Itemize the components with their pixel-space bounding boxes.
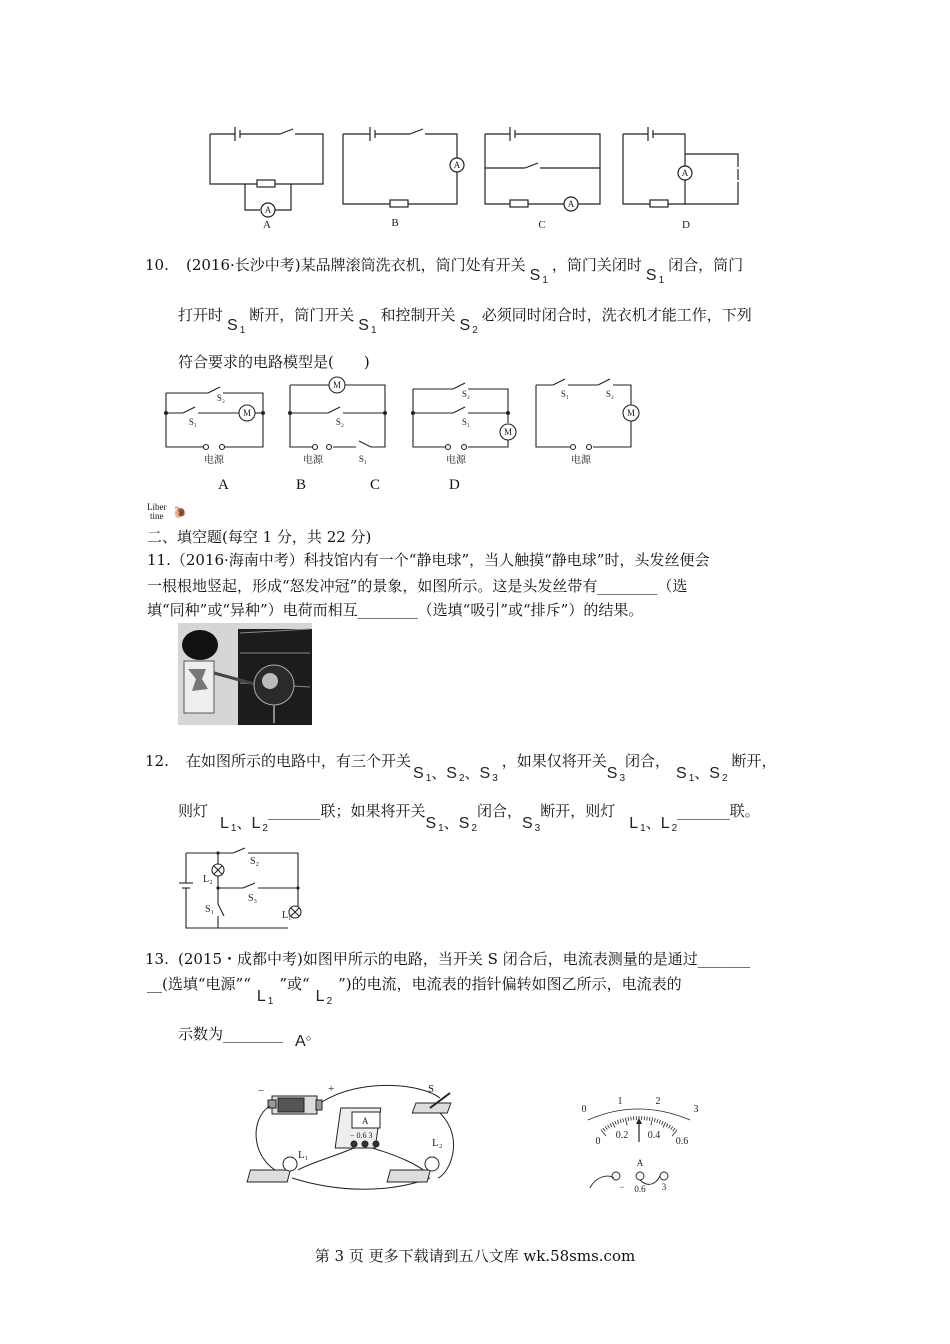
- q13-line1: (2015・成都中考)如图甲所示的电路，当开关 S 闭合后，电流表测量的是通过_______: [178, 950, 751, 968]
- circuit-a: [210, 127, 323, 217]
- symbol-l1: L $_1$: [220, 815, 237, 834]
- dial-tick: [631, 1117, 632, 1121]
- q13-line3: 示数为________ A。: [178, 1025, 321, 1050]
- q13-fig-l1: L₁: [298, 1149, 309, 1161]
- dial-tick: [657, 1119, 658, 1123]
- dial-tick: [662, 1121, 664, 1125]
- symbol-s1: S $_1$: [227, 317, 246, 336]
- dial-tick: [651, 1118, 653, 1126]
- top-circuits-figure: [205, 122, 765, 232]
- symbol-s2: S $_2$: [446, 765, 465, 784]
- q13-number: 13.: [145, 950, 169, 968]
- motor-a: M: [242, 408, 252, 418]
- q11-line1: 11.（2016·海南中考）科技馆内有一个“静电球”，当人触摸“静电球”时，头发丝便会: [147, 551, 710, 569]
- symbol-l2: L $_2$: [315, 988, 333, 1007]
- q10-circuits-figure: [163, 375, 643, 470]
- symbol-l1: L $_1$: [629, 815, 646, 834]
- q12-circuit-figure: [178, 848, 303, 933]
- q12-fig-s2: S₂: [250, 856, 260, 867]
- dial-tick: [663, 1122, 666, 1127]
- circuit-d: [623, 127, 738, 207]
- q10-circuit-a: [166, 387, 263, 450]
- dial-tick: [623, 1118, 624, 1122]
- dial-tick: [666, 1124, 668, 1128]
- q10-circuit-d: [536, 379, 639, 450]
- dial-term-3: 3: [661, 1182, 667, 1192]
- label-d: D: [682, 219, 690, 231]
- q10-choice-a: A: [218, 477, 229, 493]
- q10-choice-b: B: [296, 477, 307, 493]
- d-s1: S₁: [560, 389, 570, 399]
- dial-bottom-0: 0: [595, 1136, 601, 1147]
- libertine-logo: Liber tine 🐌: [147, 502, 187, 521]
- motor-b: M: [332, 380, 342, 390]
- symbol-s1: S $_1$: [358, 317, 377, 336]
- symbol-l2: L $_2$: [660, 815, 678, 834]
- dial-tick: [654, 1118, 655, 1122]
- dial-tick: [620, 1119, 621, 1123]
- symbol-s1: S $_1$: [529, 267, 548, 286]
- q10-number: 10.: [145, 256, 169, 274]
- symbol-l1: L $_1$: [256, 988, 274, 1007]
- q13-circuit-photo: [250, 1078, 465, 1198]
- q12-fig-l1: L₁: [282, 910, 292, 921]
- symbol-l2: L $_2$: [251, 815, 268, 834]
- motor-d: M: [626, 408, 636, 418]
- symbol-s1: S $_1$: [413, 765, 432, 784]
- ammeter-c-symbol: A: [567, 199, 575, 209]
- ammeter-b-symbol: A: [453, 160, 461, 170]
- q11-line3: 填“同种”或“异种”）电荷而相互________（选填“吸引”或“排斥”）的结果。: [147, 601, 644, 619]
- dial-bottom-06: 0.6: [675, 1136, 689, 1147]
- dial-top-3: 3: [693, 1104, 699, 1115]
- ammeter-d-symbol: A: [681, 168, 689, 178]
- dial-tick: [647, 1117, 648, 1121]
- q10-line3: 符合要求的电路模型是( ): [178, 353, 370, 371]
- q13-fig-l2: L₂: [432, 1137, 443, 1149]
- dial-tick: [615, 1121, 617, 1125]
- dial-top-2: 2: [655, 1096, 661, 1107]
- d-power: 电源: [571, 455, 591, 466]
- q12-fig-l2: L₂: [203, 874, 213, 885]
- a-s1: S₁: [188, 417, 198, 427]
- q12-line1: 在如图所示的电路中，有三个开关S $_1$、S $_2$、S $_3$，如果仅将开关S $_3$闭合，S $_1$、S $_2$断开，: [186, 752, 777, 784]
- q10-line2: 打开时S $_1$断开，筒门开关S $_1$和控制开关S $_2$必须同时闭合时，洗衣机才能工作，下列: [178, 306, 752, 336]
- symbol-s3: S $_3$: [479, 765, 498, 784]
- dial-tick: [628, 1117, 629, 1121]
- ammeter-a-symbol: A: [264, 205, 272, 215]
- q13-fig-a: A: [362, 1116, 369, 1126]
- dial-tick: [617, 1120, 618, 1124]
- unit-ampere: A: [295, 1033, 306, 1050]
- q10-choice-c: C: [370, 477, 381, 493]
- dial-tick: [668, 1125, 670, 1128]
- section2-title: 二、填空题(每空 1 分，共 22 分): [147, 528, 372, 546]
- symbol-s2: S $_2$: [709, 765, 728, 784]
- dial-term-minus: −: [619, 1182, 625, 1192]
- dial-tick: [625, 1118, 627, 1126]
- dial-tick: [610, 1124, 612, 1128]
- dial-tick: [603, 1128, 605, 1131]
- q10-line1: (2016·长沙中考)某品牌滚筒洗衣机，筒门处有开关S $_1$，筒门关闭时S $_1$闭合，筒门: [186, 256, 744, 286]
- dial-terminal-a: A: [636, 1158, 644, 1168]
- q10-choice-d: D: [449, 477, 460, 493]
- symbol-s3: S $_3$: [606, 765, 625, 784]
- label-a: A: [263, 219, 271, 231]
- symbol-s2: S $_2$: [458, 815, 477, 834]
- q12-fig-s1: S₁: [205, 904, 215, 915]
- dial-tick: [605, 1126, 607, 1129]
- b-power: 电源: [303, 455, 323, 466]
- dial-tick: [671, 1126, 673, 1129]
- a-s2: S₂: [216, 393, 226, 403]
- q13-ammeter-dial: [578, 1096, 708, 1196]
- dial-tick: [649, 1117, 650, 1121]
- dial-term-06: 0.6: [634, 1184, 646, 1194]
- q12-line2: 则灯L $_1$、L $_2$_______联；如果将开关S $_1$、S $_2$闭合，S $_3$断开，则灯L $_1$、L $_2$_______联。: [178, 802, 760, 834]
- logo-animal-icon: 🐌: [173, 506, 187, 519]
- dial-top-0: 0: [581, 1104, 587, 1115]
- dial-tick: [673, 1128, 675, 1131]
- symbol-s2: S $_2$: [459, 317, 478, 336]
- q11-line2: 一根根地竖起，形成“怒发冲冠”的景象，如图所示。这是头发丝带有________（选: [147, 577, 688, 595]
- label-c: C: [538, 219, 546, 231]
- symbol-s1: S $_1$: [425, 815, 444, 834]
- symbol-s3: S $_3$: [521, 815, 541, 834]
- q13-fig-terminals: − 0.6 3: [350, 1131, 373, 1140]
- q12-fig-s3: S₃: [248, 893, 258, 904]
- symbol-s1: S $_1$: [676, 765, 695, 784]
- page-footer: 第 3 页 更多下载请到五八文库 wk.58sms.com: [314, 1247, 636, 1265]
- q12-number: 12.: [145, 752, 169, 770]
- b-s2: S₂: [335, 417, 345, 427]
- circuit-b: [343, 127, 464, 207]
- static-ball-photo: [178, 623, 312, 725]
- motor-c: M: [503, 427, 513, 437]
- dial-top-1: 1: [617, 1096, 623, 1107]
- dial-bottom-04: 0.4: [647, 1130, 661, 1141]
- dial-tick: [612, 1122, 615, 1127]
- dial-tick: [608, 1125, 610, 1128]
- dial-tick: [659, 1120, 660, 1124]
- circuit-c: [485, 127, 600, 211]
- q13-fig-s: S: [428, 1083, 435, 1095]
- c-s1: S₁: [461, 417, 471, 427]
- label-b: B: [391, 217, 399, 229]
- q13-line2: __(选填“电源”“L $_1$”或“L $_2$”)的电流，电流表的指针偏转如图乙所示，电流表的: [147, 975, 682, 1007]
- a-power: 电源: [204, 455, 224, 466]
- symbol-s1: S $_1$: [645, 267, 665, 286]
- q13-fig-plus: +: [328, 1083, 335, 1095]
- b-s1: S₁: [358, 454, 368, 464]
- dial-bottom-02: 0.2: [615, 1130, 629, 1141]
- c-power: 电源: [446, 455, 466, 466]
- q13-fig-minus: −: [258, 1085, 265, 1097]
- c-s2: S₂: [461, 389, 471, 399]
- d-s2: S₂: [605, 389, 615, 399]
